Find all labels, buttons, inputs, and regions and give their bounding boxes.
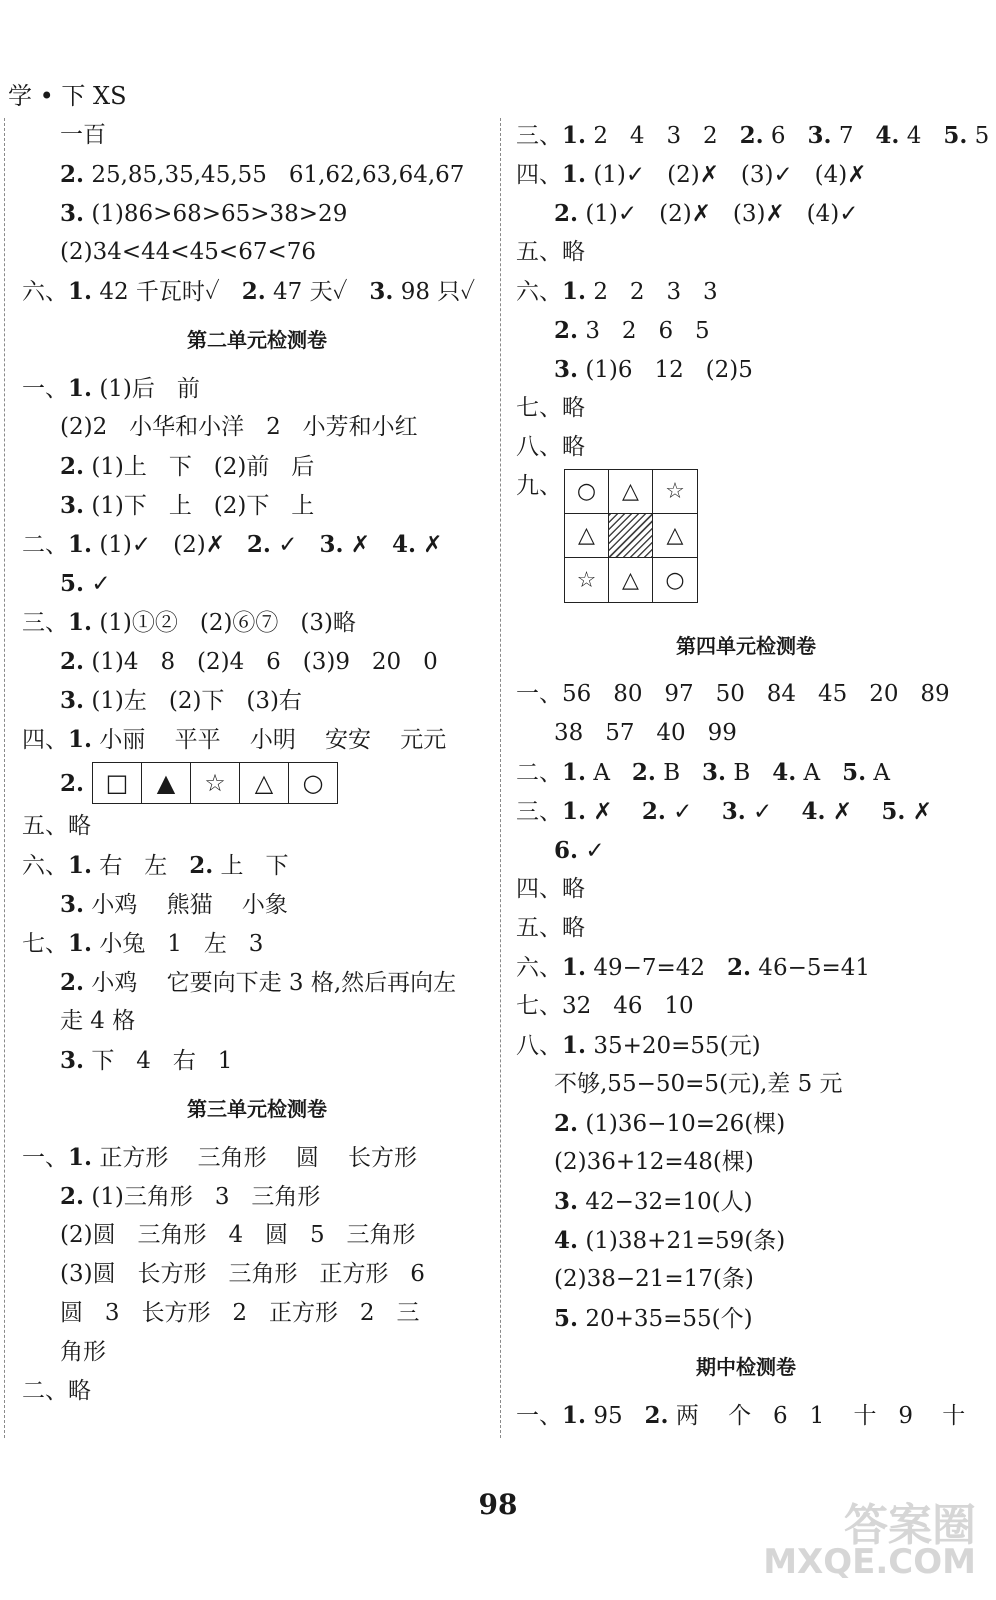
triangle-icon: △	[609, 558, 653, 602]
shape-grid	[564, 469, 698, 603]
answer-line: (2)34<44<45<67<76	[60, 239, 316, 265]
grid-answer	[516, 467, 976, 617]
answer-line: (2)38−21=17(条)	[554, 1266, 754, 1292]
shaded-cell	[609, 514, 653, 558]
answer-line: 2. (1)36−10=26(棵)	[554, 1110, 786, 1137]
left-margin-divider	[4, 118, 5, 1438]
answer-line: (2)36+12=48(棵)	[554, 1149, 754, 1175]
answer-line: 八、略	[516, 434, 585, 460]
answer-line: 三、1. 2 4 3 2 2. 6 3. 7 4. 4 5. 5	[516, 122, 990, 149]
answer-line: 四、略	[516, 876, 585, 902]
answer-line: 一百	[60, 122, 106, 148]
answer-line: 3. 小鸡 熊猫 小象	[60, 891, 288, 918]
answer-line: 一、56 80 97 50 84 45 20 89	[516, 681, 950, 707]
answer-line: 5. ✓	[60, 570, 111, 597]
answer-line: 六、1. 42 千瓦时✓ 2. 47 天✓ 3. 98 只✓	[22, 278, 476, 305]
answer-line: 三、1. (1)①② (2)⑥⑦ (3)略	[22, 609, 356, 636]
answer-line: 二、1. A 2. B 3. B 4. A 5. A	[516, 759, 891, 786]
answer-line: 圆 3 长方形 2 正方形 2 三	[60, 1300, 420, 1326]
square-shape-icon: □	[93, 763, 142, 803]
answer-line: (2)2 小华和小洋 2 小芳和小红	[60, 414, 418, 440]
answer-line: 2. (1)✓ (2)✗ (3)✗ (4)✓	[554, 200, 859, 227]
column-divider	[500, 118, 501, 1438]
answer-line: 5. 20+35=55(个)	[554, 1305, 753, 1332]
answer-line: 2. 25,85,35,45,55 61,62,63,64,67	[60, 161, 465, 188]
circle-icon: ○	[565, 470, 609, 514]
answer-line: 五、略	[516, 239, 585, 265]
answer-line: 一、1. 95 2. 两 个 6 1 十 9 十	[516, 1402, 966, 1429]
answer-line: 2. (1)三角形 3 三角形	[60, 1183, 321, 1210]
answer-line: 角形	[60, 1339, 106, 1365]
answer-line: 二、略	[22, 1378, 91, 1404]
answer-line: 3. 下 4 右 1	[60, 1047, 233, 1074]
watermark-logo: 答案圈 MXQE.COM	[763, 1500, 976, 1582]
triangle-icon: △	[240, 763, 289, 803]
answer-line: 2. 3 2 6 5	[554, 317, 710, 344]
page-header: 学 • 下 XS	[8, 82, 127, 110]
answer-line: 一、1. (1)后 前	[22, 375, 200, 402]
triangle-icon: △	[609, 470, 653, 514]
section-title: 第四单元检测卷	[676, 634, 816, 658]
answer-line: 五、略	[22, 813, 91, 839]
shape-sequence-box	[92, 762, 338, 804]
filled-triangle-icon: ▲	[142, 763, 191, 803]
section-title: 第三单元检测卷	[187, 1097, 327, 1121]
answer-line: 四、1. 小丽 平平 小明 安安 元元	[22, 726, 447, 753]
answer-line: 38 57 40 99	[554, 720, 737, 746]
circle-icon: ○	[302, 769, 324, 797]
answer-line: 走 4 格	[60, 1008, 136, 1034]
answer-line: 六、1. 2 2 3 3	[516, 278, 718, 305]
answer-line: 八、1. 35+20=55(元)	[516, 1032, 761, 1059]
answer-line: 三、1. ✗ 2. ✓ 3. ✓ 4. ✗ 5. ✗	[516, 798, 932, 825]
left-column	[22, 116, 492, 1411]
answer-line: 3. (1)左 (2)下 (3)右	[60, 687, 302, 714]
triangle-icon: △	[565, 514, 609, 558]
answer-line: 不够,55−50=5(元),差 5 元	[554, 1071, 843, 1097]
star-icon: ☆	[191, 763, 240, 803]
answer-line: 二、1. (1)✓ (2)✗ 2. ✓ 3. ✗ 4. ✗	[22, 531, 443, 558]
answer-line: 七、略	[516, 395, 585, 421]
answer-line: 2. 小鸡 它要向下走 3 格,然后再向左	[60, 969, 457, 996]
answer-label: 九、	[516, 473, 562, 499]
answer-line: 六、1. 右 左 2. 上 下	[22, 852, 289, 879]
answer-line: 五、略	[516, 915, 585, 941]
answer-line: 3. 42−32=10(人)	[554, 1188, 753, 1215]
star-icon: ☆	[653, 470, 697, 514]
answer-line: 6. ✓	[554, 837, 605, 864]
answer-line: (3)圆 长方形 三角形 正方形 6	[60, 1261, 425, 1287]
answer-line: 2. (1)4 8 (2)4 6 (3)9 20 0	[60, 648, 438, 675]
answer-line: 4. (1)38+21=59(条)	[554, 1227, 786, 1254]
section-title: 第二单元检测卷	[187, 328, 327, 352]
answer-line: 七、32 46 10	[516, 993, 694, 1019]
answer-line: 2. (1)上 下 (2)前 后	[60, 453, 315, 480]
answer-line: 3. (1)下 上 (2)下 上	[60, 492, 315, 519]
circle-icon: ○	[665, 567, 685, 593]
section-title: 期中检测卷	[696, 1355, 796, 1379]
answer-line: 3. (1)6 12 (2)5	[554, 356, 753, 383]
answer-line: 3. (1)86>68>65>38>29	[60, 200, 348, 227]
star-icon: ☆	[565, 558, 609, 602]
shapes-answer: 2. □ ▲ ☆ △ ○	[22, 759, 492, 807]
page-number: 98	[478, 1488, 518, 1521]
triangle-icon: △	[653, 514, 697, 558]
answer-line: (2)圆 三角形 4 圆 5 三角形	[60, 1222, 416, 1248]
answer-line: 七、1. 小兔 1 左 3	[22, 930, 264, 957]
answer-line: 六、1. 49−7=42 2. 46−5=41	[516, 954, 871, 981]
right-column	[516, 116, 990, 1435]
answer-line: 四、1. (1)✓ (2)✗ (3)✓ (4)✗	[516, 161, 867, 188]
answer-line: 一、1. 正方形 三角形 圆 长方形	[22, 1144, 418, 1171]
